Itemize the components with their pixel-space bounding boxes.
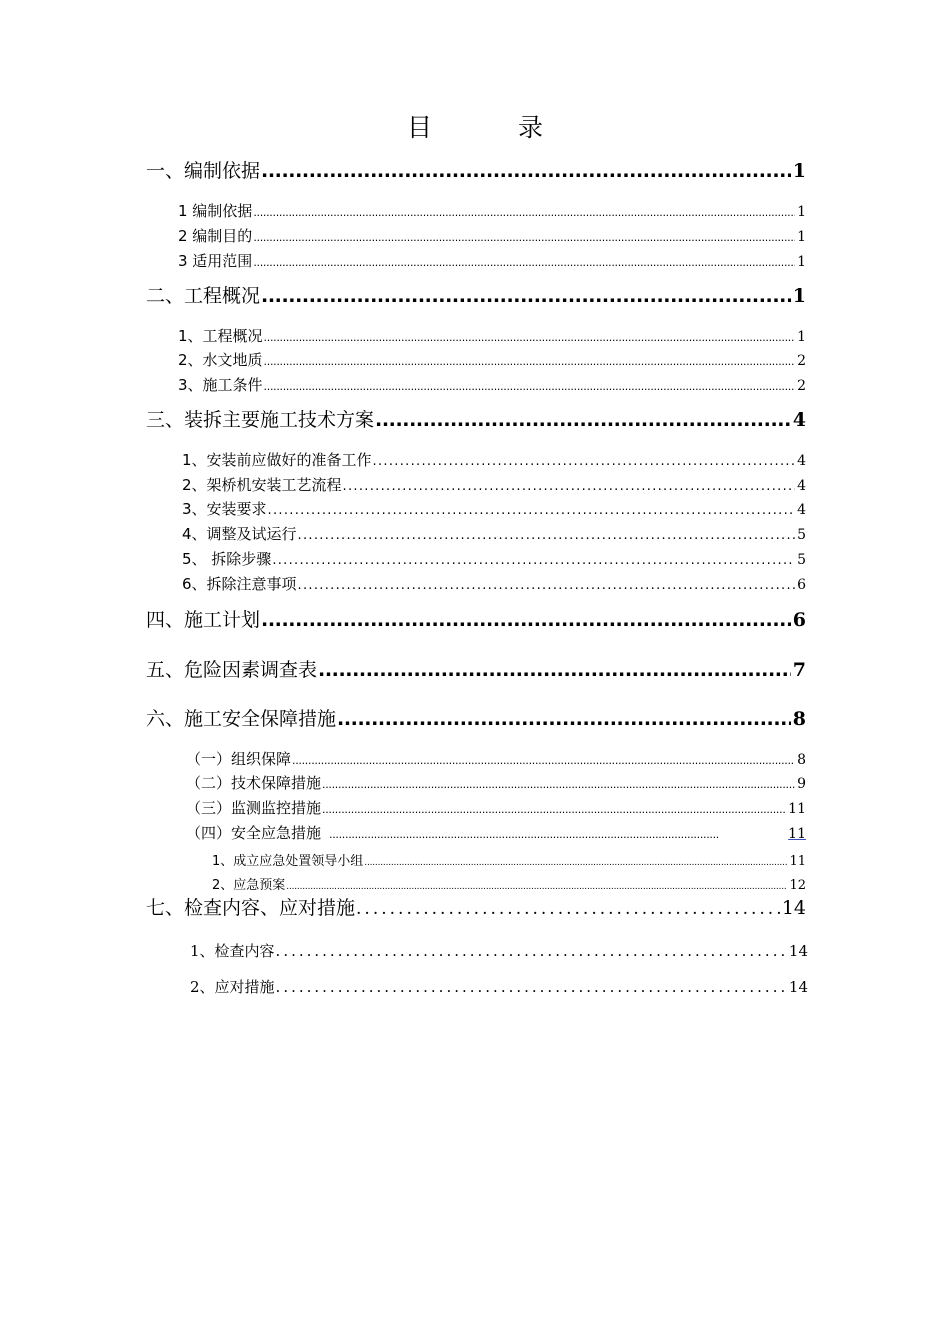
toc-entry-3-5[interactable] xyxy=(182,548,806,569)
toc-entry-page: 14 xyxy=(788,978,808,996)
toc-entry-page: 9 xyxy=(797,776,806,792)
toc-entry-2-2[interactable] xyxy=(178,349,806,370)
toc-entry-label: （三）监测监控措施 xyxy=(186,799,322,817)
toc-entry-page: 6 xyxy=(797,577,806,593)
toc-title xyxy=(0,108,950,144)
toc-entry-page: 8 xyxy=(792,708,806,730)
toc-entry-1-2[interactable] xyxy=(178,225,806,246)
toc-entry-section-4[interactable] xyxy=(146,605,806,632)
toc-entry-3-4[interactable] xyxy=(182,523,806,544)
toc-entry-label: 1、安装前应做好的准备工作 xyxy=(182,451,372,469)
toc-entry-page: 4 xyxy=(797,502,806,518)
toc-entry-page: 1 xyxy=(797,254,806,270)
toc-entry-page: 11 xyxy=(788,826,806,842)
toc-entry-page: 11 xyxy=(789,854,806,869)
toc-entry-6-4-2[interactable] xyxy=(212,874,806,893)
toc-entry-page: 12 xyxy=(789,878,806,893)
toc-entry-label: 2、应急预案 xyxy=(212,878,286,893)
toc-entry-page: 5 xyxy=(797,527,806,543)
toc-entry-3-3[interactable] xyxy=(182,498,806,519)
toc-entry-section-7[interactable] xyxy=(146,893,806,920)
toc-entry-label: 3 适用范围 xyxy=(178,252,253,270)
toc-entry-label: 4、调整及试运行 xyxy=(182,525,297,543)
toc-entry-1-1[interactable] xyxy=(178,200,806,221)
toc-entry-label: 6、拆除注意事项 xyxy=(182,575,297,593)
toc-entry-7-1[interactable] xyxy=(190,940,808,961)
toc-entry-page: 7 xyxy=(792,659,806,681)
toc-entry-page: 14 xyxy=(781,897,806,919)
toc-entry-section-3[interactable] xyxy=(146,405,806,432)
toc-title-right: 录 xyxy=(518,113,544,142)
toc-entry-3-2[interactable] xyxy=(182,474,806,495)
toc-entry-6-4[interactable] xyxy=(186,822,806,843)
toc-entry-6-4-1[interactable] xyxy=(212,850,806,869)
toc-entry-6-1[interactable] xyxy=(186,748,806,769)
toc-entry-page: 11 xyxy=(788,801,806,817)
toc-entry-label: 1、工程概况 xyxy=(178,327,263,345)
toc-entry-label: 1 编制依据 xyxy=(178,202,253,220)
toc-entry-section-1[interactable] xyxy=(146,156,806,183)
toc-entry-page: 2 xyxy=(797,378,806,394)
toc-entry-label: 5、 拆除步骤 xyxy=(182,550,272,568)
toc-entry-page: 1 xyxy=(797,329,806,345)
toc-entry-section-2[interactable] xyxy=(146,281,806,308)
toc-entry-page: 1 xyxy=(792,285,806,307)
toc-entry-label: 2 编制目的 xyxy=(178,227,253,245)
toc-entry-6-2[interactable] xyxy=(186,772,806,793)
toc-entry-label: 四、施工计划 xyxy=(146,609,261,631)
toc-entry-page: 2 xyxy=(797,353,806,369)
toc-entry-page: 5 xyxy=(797,552,806,568)
toc-entry-6-3[interactable] xyxy=(186,797,806,818)
toc-entry-label: 2、架桥机安装工艺流程 xyxy=(182,476,342,494)
toc-entry-page: 1 xyxy=(792,160,806,182)
toc-entry-2-1[interactable] xyxy=(178,325,806,346)
toc-entry-page: 1 xyxy=(797,204,806,220)
toc-entry-page: 1 xyxy=(797,229,806,245)
toc-entry-label: 七、检查内容、应对措施 xyxy=(146,897,356,919)
toc-entry-2-3[interactable] xyxy=(178,374,806,395)
toc-entry-label: 2、水文地质 xyxy=(178,351,263,369)
toc-entry-page: 4 xyxy=(797,453,806,469)
toc-entry-label: 三、装拆主要施工技术方案 xyxy=(146,409,375,431)
toc-entry-label: （一）组织保障 xyxy=(186,750,292,768)
toc-entry-label: 五、危险因素调查表 xyxy=(146,659,318,681)
toc-entry-3-6[interactable] xyxy=(182,573,806,594)
toc-entry-label: （二）技术保障措施 xyxy=(186,774,322,792)
toc-entry-label: 六、施工安全保障措施 xyxy=(146,708,337,730)
toc-entry-label: 1、成立应急处置领导小组 xyxy=(212,854,364,869)
toc-entry-section-6[interactable] xyxy=(146,704,806,731)
toc-entry-page: 8 xyxy=(797,752,806,768)
toc-entry-1-3[interactable] xyxy=(178,250,806,271)
toc-entry-page: 4 xyxy=(792,409,806,431)
toc-entry-label: 1、检查内容 xyxy=(190,942,275,960)
toc-entry-label: 3、安装要求 xyxy=(182,500,267,518)
toc-entry-label: （四）安全应急措施 xyxy=(186,824,322,842)
toc-entry-label: 一、编制依据 xyxy=(146,160,261,182)
toc-entry-label: 二、工程概况 xyxy=(146,285,261,307)
toc-entry-page: 6 xyxy=(792,609,806,631)
toc-entry-3-1[interactable] xyxy=(182,449,806,470)
toc-entry-label: 2、应对措施 xyxy=(190,978,275,996)
toc-entry-page: 4 xyxy=(797,478,806,494)
toc-entry-7-2[interactable] xyxy=(190,976,808,997)
toc-entry-page: 14 xyxy=(788,942,808,960)
toc-title-left: 目 xyxy=(406,113,432,142)
toc-entry-section-5[interactable] xyxy=(146,655,806,682)
toc-entry-label: 3、施工条件 xyxy=(178,376,263,394)
